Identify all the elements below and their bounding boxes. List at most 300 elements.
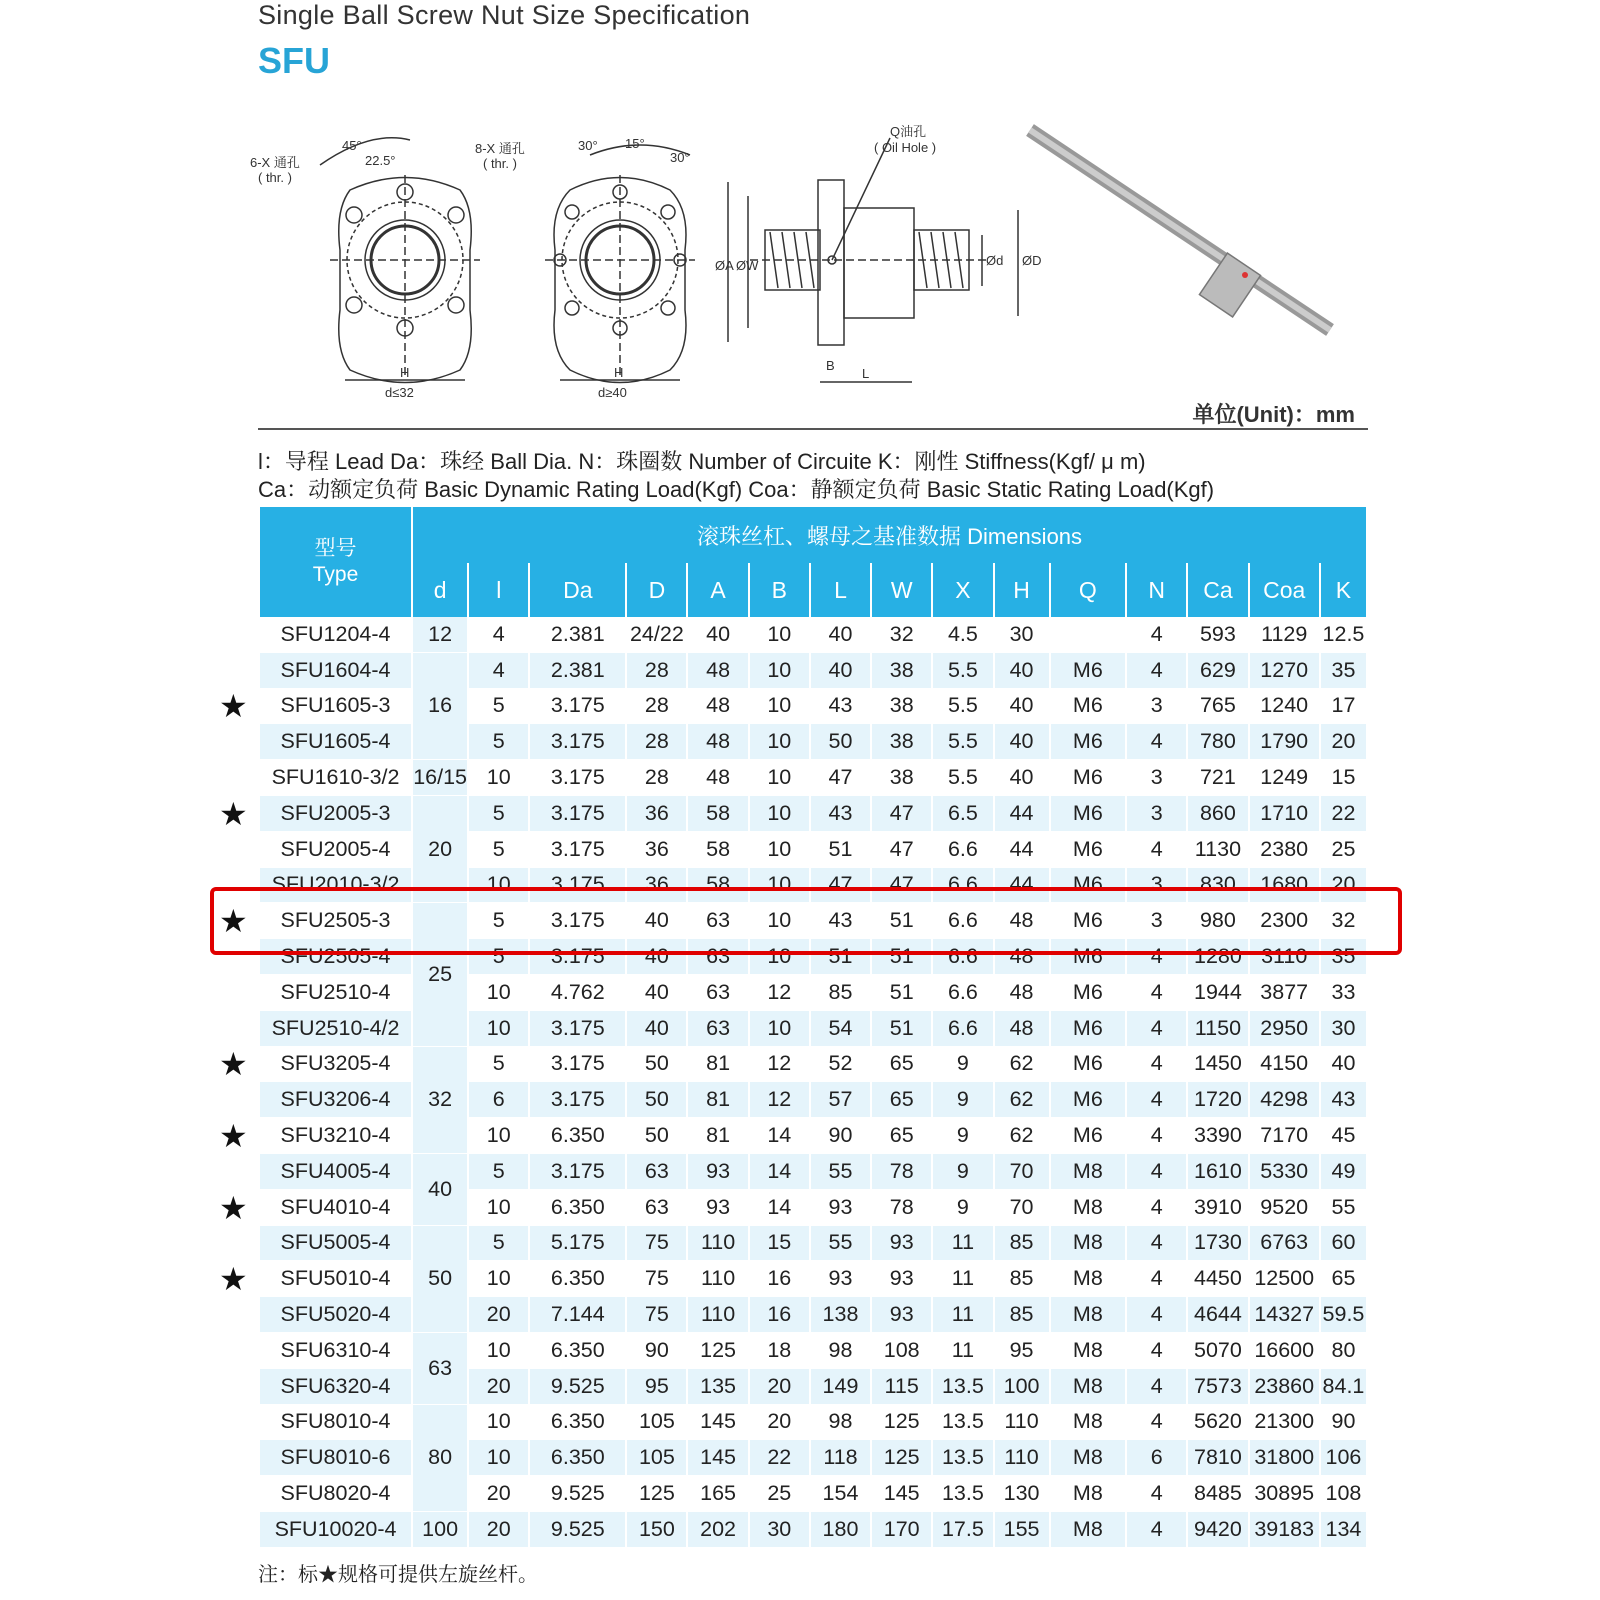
cell-b: 30 <box>750 1512 809 1548</box>
cell-l: 93 <box>811 1261 870 1297</box>
cell-ca: 4644 <box>1188 1297 1247 1333</box>
cell-d: 28 <box>627 653 686 689</box>
cell-b: 10 <box>750 724 809 760</box>
type-cell: SFU3210-4 <box>260 1118 411 1154</box>
dim-a-label: ØA <box>715 258 734 273</box>
cell-k: 20 <box>1321 868 1366 904</box>
hole-label-6: 6-X 通孔 <box>250 155 300 170</box>
cell-h: 44 <box>995 868 1049 904</box>
cell-w: 93 <box>872 1297 931 1333</box>
star-icon: ★ <box>219 1189 248 1226</box>
cell-coa: 1680 <box>1250 868 1319 904</box>
type-cell: SFU6320-4 <box>260 1369 411 1405</box>
type-cell: SFU8010-6 <box>260 1440 411 1476</box>
cell-b: 10 <box>750 868 809 904</box>
cell-l: 55 <box>811 1226 870 1262</box>
nut-side-view <box>728 138 1018 382</box>
column-header-k: K <box>1321 563 1366 617</box>
cell-ca: 860 <box>1188 796 1247 832</box>
d-group-cell: 50 <box>413 1226 467 1333</box>
cell-d: 50 <box>627 1082 686 1118</box>
cell-d: 28 <box>627 724 686 760</box>
cell-d: 105 <box>627 1440 686 1476</box>
cell-b: 10 <box>750 617 809 653</box>
cell-b: 16 <box>750 1297 809 1333</box>
table-row <box>260 760 1366 796</box>
cell-k: 134 <box>1321 1512 1366 1548</box>
cell-k: 80 <box>1321 1333 1366 1369</box>
series-title: SFU <box>258 40 330 81</box>
cell-coa: 2950 <box>1250 1011 1319 1047</box>
cell-l: 50 <box>811 724 870 760</box>
dimensions-header: 滚珠丝杠、螺母之基准数据 Dimensions <box>413 507 1366 563</box>
type-cell: SFU4005-4 <box>260 1154 411 1190</box>
star-icon: ★ <box>219 795 248 832</box>
cell-l: 5 <box>469 724 528 760</box>
cell-x: 5.5 <box>933 653 992 689</box>
type-cell: SFU1605-4 <box>260 724 411 760</box>
type-cell: SFU10020-4 <box>260 1512 411 1548</box>
spec-table <box>258 507 1368 1548</box>
cell-b: 10 <box>750 903 809 939</box>
cell-a: 145 <box>688 1440 747 1476</box>
column-header-d: d <box>413 563 467 617</box>
cell-coa: 31800 <box>1250 1440 1319 1476</box>
cell-k: 59.5 <box>1321 1297 1366 1333</box>
d-group-cell: 12 <box>413 617 467 653</box>
cell-coa: 12500 <box>1250 1261 1319 1297</box>
table-row <box>260 1333 1366 1369</box>
star-icon: ★ <box>219 1118 248 1155</box>
cell-q: M6 <box>1051 724 1126 760</box>
cell-coa: 16600 <box>1250 1333 1319 1369</box>
cell-q: M8 <box>1051 1512 1126 1548</box>
cell-da: 3.175 <box>530 796 625 832</box>
cell-da: 6.350 <box>530 1190 625 1226</box>
star-icon: ★ <box>219 1046 248 1083</box>
cell-da: 2.381 <box>530 653 625 689</box>
cell-ca: 780 <box>1188 724 1247 760</box>
page-title: Single Ball Screw Nut Size Specification <box>258 0 751 30</box>
cell-l: 10 <box>469 868 528 904</box>
type-cell: SFU1204-4 <box>260 617 411 653</box>
cell-ca: 629 <box>1188 653 1247 689</box>
cell-x: 13.5 <box>933 1476 992 1512</box>
cell-l: 43 <box>811 903 870 939</box>
cell-w: 51 <box>872 903 931 939</box>
cell-h: 48 <box>995 1011 1049 1047</box>
dim-bigd-label: ØD <box>1022 253 1042 268</box>
d-group-cell: 100 <box>413 1512 467 1548</box>
cell-k: 49 <box>1321 1154 1366 1190</box>
cell-d: 50 <box>627 1047 686 1083</box>
type-header <box>260 507 411 617</box>
hole-label-8-thr: ( thr. ) <box>483 156 517 171</box>
cell-d: 28 <box>627 689 686 725</box>
ball-screw-photo <box>1030 130 1330 330</box>
cell-coa: 1249 <box>1250 760 1319 796</box>
cell-da: 3.175 <box>530 1011 625 1047</box>
cell-d: 125 <box>627 1476 686 1512</box>
cell-h: 48 <box>995 975 1049 1011</box>
star-icon: ★ <box>219 688 248 725</box>
column-header-l: l <box>469 563 528 617</box>
cell-l: 180 <box>811 1512 870 1548</box>
cell-a: 40 <box>688 617 747 653</box>
cell-k: 22 <box>1321 796 1366 832</box>
star-icon: ★ <box>219 1261 248 1298</box>
cell-a: 125 <box>688 1333 747 1369</box>
cell-da: 6.350 <box>530 1118 625 1154</box>
cell-x: 13.5 <box>933 1369 992 1405</box>
cell-coa: 5330 <box>1250 1154 1319 1190</box>
cell-q: M6 <box>1051 1047 1126 1083</box>
cell-l: 98 <box>811 1333 870 1369</box>
cell-a: 48 <box>688 689 747 725</box>
cell-l: 54 <box>811 1011 870 1047</box>
cell-k: 35 <box>1321 939 1366 975</box>
cell-ca: 5070 <box>1188 1333 1247 1369</box>
table-body <box>260 617 1366 1548</box>
cell-q: M8 <box>1051 1297 1126 1333</box>
cell-coa: 2300 <box>1250 903 1319 939</box>
cell-da: 3.175 <box>530 832 625 868</box>
cell-q: M6 <box>1051 975 1126 1011</box>
cell-l: 10 <box>469 1333 528 1369</box>
cell-l: 47 <box>811 760 870 796</box>
cell-n: 4 <box>1127 653 1186 689</box>
cell-coa: 3877 <box>1250 975 1319 1011</box>
cell-d: 40 <box>627 939 686 975</box>
cell-d: 40 <box>627 1011 686 1047</box>
cell-d: 95 <box>627 1369 686 1405</box>
cell-q: M8 <box>1051 1190 1126 1226</box>
cell-h: 40 <box>995 760 1049 796</box>
cell-l: 20 <box>469 1297 528 1333</box>
cell-n: 4 <box>1127 1476 1186 1512</box>
type-cell: SFU3206-4 <box>260 1082 411 1118</box>
cell-n: 4 <box>1127 724 1186 760</box>
cell-coa: 30895 <box>1250 1476 1319 1512</box>
cell-a: 93 <box>688 1154 747 1190</box>
cell-ca: 5620 <box>1188 1405 1247 1441</box>
cell-coa: 3110 <box>1250 939 1319 975</box>
column-header-w: W <box>872 563 931 617</box>
cell-q: M6 <box>1051 939 1126 975</box>
cell-l: 5 <box>469 903 528 939</box>
cell-d: 75 <box>627 1226 686 1262</box>
cell-l: 138 <box>811 1297 870 1333</box>
cell-n: 3 <box>1127 689 1186 725</box>
cell-l: 4 <box>469 653 528 689</box>
cell-coa: 7170 <box>1250 1118 1319 1154</box>
cell-h: 40 <box>995 653 1049 689</box>
cell-l: 6 <box>469 1082 528 1118</box>
cell-q: M8 <box>1051 1369 1126 1405</box>
cell-k: 32 <box>1321 903 1366 939</box>
column-header-l: L <box>811 563 870 617</box>
cell-l: 154 <box>811 1476 870 1512</box>
cell-q: M6 <box>1051 1082 1126 1118</box>
cell-a: 63 <box>688 975 747 1011</box>
cell-b: 10 <box>750 939 809 975</box>
cell-x: 6.6 <box>933 832 992 868</box>
cell-q: M6 <box>1051 903 1126 939</box>
cell-coa: 1240 <box>1250 689 1319 725</box>
cell-x: 6.6 <box>933 868 992 904</box>
type-cell: SFU1604-4 <box>260 653 411 689</box>
cell-a: 81 <box>688 1047 747 1083</box>
cell-l: 5 <box>469 832 528 868</box>
cell-q: M6 <box>1051 832 1126 868</box>
technical-drawings <box>250 120 1360 420</box>
cell-b: 25 <box>750 1476 809 1512</box>
cell-n: 4 <box>1127 1190 1186 1226</box>
cell-q: M8 <box>1051 1333 1126 1369</box>
cell-h: 155 <box>995 1512 1049 1548</box>
cell-k: 17 <box>1321 689 1366 725</box>
dim-b-label: B <box>826 358 835 373</box>
cell-n: 4 <box>1127 1011 1186 1047</box>
cell-x: 9 <box>933 1082 992 1118</box>
cell-w: 51 <box>872 939 931 975</box>
table-row <box>260 1405 1366 1441</box>
cell-w: 125 <box>872 1405 931 1441</box>
cell-b: 16 <box>750 1261 809 1297</box>
cell-coa: 1710 <box>1250 796 1319 832</box>
cell-ca: 3390 <box>1188 1118 1247 1154</box>
cell-a: 58 <box>688 796 747 832</box>
cell-a: 48 <box>688 760 747 796</box>
cell-q: M8 <box>1051 1226 1126 1262</box>
cell-d: 75 <box>627 1261 686 1297</box>
table-row <box>260 1047 1366 1083</box>
cell-a: 202 <box>688 1512 747 1548</box>
cell-l: 5 <box>469 1047 528 1083</box>
cell-ca: 9420 <box>1188 1512 1247 1548</box>
cell-d: 105 <box>627 1405 686 1441</box>
cell-h: 85 <box>995 1297 1049 1333</box>
cell-h: 48 <box>995 939 1049 975</box>
column-header-da: Da <box>530 563 625 617</box>
cell-d: 40 <box>627 903 686 939</box>
flange-front-view-6-hole <box>320 138 480 383</box>
cell-d: 75 <box>627 1297 686 1333</box>
cell-l: 57 <box>811 1082 870 1118</box>
type-cell: SFU2005-3 <box>260 796 411 832</box>
cell-w: 115 <box>872 1369 931 1405</box>
h-label-1: H <box>400 365 410 380</box>
cell-q: M6 <box>1051 1118 1126 1154</box>
type-cell: SFU2505-3 <box>260 903 411 939</box>
column-header-h: H <box>995 563 1049 617</box>
divider <box>258 428 1368 430</box>
d-group-cell: 63 <box>413 1333 467 1405</box>
cell-x: 4.5 <box>933 617 992 653</box>
column-header-ca: Ca <box>1188 563 1247 617</box>
cell-q: M6 <box>1051 868 1126 904</box>
cell-l: 10 <box>469 760 528 796</box>
cell-da: 2.381 <box>530 617 625 653</box>
cell-l: 51 <box>811 939 870 975</box>
cell-coa: 39183 <box>1250 1512 1319 1548</box>
type-cell: SFU8010-4 <box>260 1405 411 1441</box>
cell-l: 149 <box>811 1369 870 1405</box>
cell-q: M6 <box>1051 760 1126 796</box>
type-cell: SFU2505-4 <box>260 939 411 975</box>
cell-n: 3 <box>1127 903 1186 939</box>
cell-w: 38 <box>872 689 931 725</box>
cell-k: 55 <box>1321 1190 1366 1226</box>
cell-l: 10 <box>469 1405 528 1441</box>
cell-da: 5.175 <box>530 1226 625 1262</box>
cell-ca: 1450 <box>1188 1047 1247 1083</box>
cell-d: 40 <box>627 975 686 1011</box>
cell-a: 58 <box>688 868 747 904</box>
cell-x: 13.5 <box>933 1440 992 1476</box>
d-group-cell: 16 <box>413 653 467 760</box>
cell-da: 9.525 <box>530 1369 625 1405</box>
cell-coa: 9520 <box>1250 1190 1319 1226</box>
cell-n: 4 <box>1127 1154 1186 1190</box>
table-row <box>260 617 1366 653</box>
cell-da: 9.525 <box>530 1512 625 1548</box>
column-header-q: Q <box>1051 563 1126 617</box>
cell-b: 20 <box>750 1405 809 1441</box>
cell-w: 38 <box>872 760 931 796</box>
cell-a: 110 <box>688 1297 747 1333</box>
cell-x: 11 <box>933 1297 992 1333</box>
angle-45-label: 45° <box>342 138 362 153</box>
cell-l: 47 <box>811 868 870 904</box>
cell-k: 40 <box>1321 1047 1366 1083</box>
type-cell: SFU2510-4/2 <box>260 1011 411 1047</box>
cell-b: 20 <box>750 1369 809 1405</box>
cell-k: 108 <box>1321 1476 1366 1512</box>
cell-d: 24/22 <box>627 617 686 653</box>
table-row <box>260 1512 1366 1548</box>
cell-da: 3.175 <box>530 868 625 904</box>
cell-d: 36 <box>627 868 686 904</box>
cell-a: 58 <box>688 832 747 868</box>
cell-k: 65 <box>1321 1261 1366 1297</box>
column-header-a: A <box>688 563 747 617</box>
cell-da: 6.350 <box>530 1261 625 1297</box>
cell-l: 40 <box>811 617 870 653</box>
cell-w: 38 <box>872 724 931 760</box>
star-icon: ★ <box>219 903 248 940</box>
legend-line-1: l：导程 Lead Da：珠经 Ball Dia. N：珠圈数 Number of Circuite K：刚性 Stiffness(Kgf/ μ m) <box>258 449 1146 474</box>
cell-x: 9 <box>933 1190 992 1226</box>
cell-h: 70 <box>995 1190 1049 1226</box>
cell-l: 5 <box>469 1154 528 1190</box>
cell-q: M8 <box>1051 1154 1126 1190</box>
d-group-cell: 40 <box>413 1154 467 1226</box>
cell-da: 3.175 <box>530 939 625 975</box>
cell-n: 4 <box>1127 1082 1186 1118</box>
cell-a: 81 <box>688 1082 747 1118</box>
cell-a: 63 <box>688 1011 747 1047</box>
cell-a: 81 <box>688 1118 747 1154</box>
column-header-x: X <box>933 563 992 617</box>
cell-a: 93 <box>688 1190 747 1226</box>
cell-da: 3.175 <box>530 689 625 725</box>
cell-w: 38 <box>872 653 931 689</box>
cell-ca: 1150 <box>1188 1011 1247 1047</box>
cell-h: 110 <box>995 1440 1049 1476</box>
cell-n: 4 <box>1127 1405 1186 1441</box>
cell-d: 36 <box>627 832 686 868</box>
type-cell: SFU6310-4 <box>260 1333 411 1369</box>
cell-b: 10 <box>750 832 809 868</box>
cell-x: 17.5 <box>933 1512 992 1548</box>
cell-ca: 1130 <box>1188 832 1247 868</box>
cell-q: M6 <box>1051 689 1126 725</box>
type-cell: SFU2005-4 <box>260 832 411 868</box>
cell-k: 12.5 <box>1321 617 1366 653</box>
cell-n: 4 <box>1127 939 1186 975</box>
cell-d: 36 <box>627 796 686 832</box>
cell-n: 4 <box>1127 1118 1186 1154</box>
cell-n: 4 <box>1127 1047 1186 1083</box>
cell-ca: 1280 <box>1188 939 1247 975</box>
cell-d: 90 <box>627 1333 686 1369</box>
cell-l: 90 <box>811 1118 870 1154</box>
cell-q: M8 <box>1051 1405 1126 1441</box>
cell-n: 4 <box>1127 1297 1186 1333</box>
cell-q: M8 <box>1051 1261 1126 1297</box>
oil-hole-en-label: ( Oil Hole ) <box>874 140 937 155</box>
cell-da: 3.175 <box>530 903 625 939</box>
cell-d: 28 <box>627 760 686 796</box>
type-cell: SFU4010-4 <box>260 1190 411 1226</box>
cell-l: 52 <box>811 1047 870 1083</box>
cell-ca: 7810 <box>1188 1440 1247 1476</box>
cell-w: 108 <box>872 1333 931 1369</box>
cell-ca: 8485 <box>1188 1476 1247 1512</box>
cell-h: 100 <box>995 1369 1049 1405</box>
cell-w: 65 <box>872 1047 931 1083</box>
cell-w: 93 <box>872 1261 931 1297</box>
d-group-cell: 25 <box>413 903 467 1046</box>
cell-w: 47 <box>872 868 931 904</box>
cell-k: 35 <box>1321 653 1366 689</box>
cell-w: 78 <box>872 1154 931 1190</box>
d-group-cell: 20 <box>413 796 467 903</box>
cell-h: 40 <box>995 689 1049 725</box>
highlight-box <box>210 887 1402 955</box>
cell-da: 3.175 <box>530 760 625 796</box>
type-cell: SFU3205-4 <box>260 1047 411 1083</box>
cell-h: 95 <box>995 1333 1049 1369</box>
cell-l: 4 <box>469 617 528 653</box>
cell-a: 63 <box>688 903 747 939</box>
angle-30b-label: 30° <box>670 150 690 165</box>
cell-l: 20 <box>469 1512 528 1548</box>
cell-b: 12 <box>750 975 809 1011</box>
cell-ca: 1730 <box>1188 1226 1247 1262</box>
cell-l: 98 <box>811 1405 870 1441</box>
cell-b: 10 <box>750 760 809 796</box>
cell-l: 10 <box>469 975 528 1011</box>
cell-b: 10 <box>750 1011 809 1047</box>
cell-a: 135 <box>688 1369 747 1405</box>
cell-h: 70 <box>995 1154 1049 1190</box>
cell-w: 32 <box>872 617 931 653</box>
cell-k: 43 <box>1321 1082 1366 1118</box>
cell-k: 45 <box>1321 1118 1366 1154</box>
type-cell: SFU5010-4 <box>260 1261 411 1297</box>
